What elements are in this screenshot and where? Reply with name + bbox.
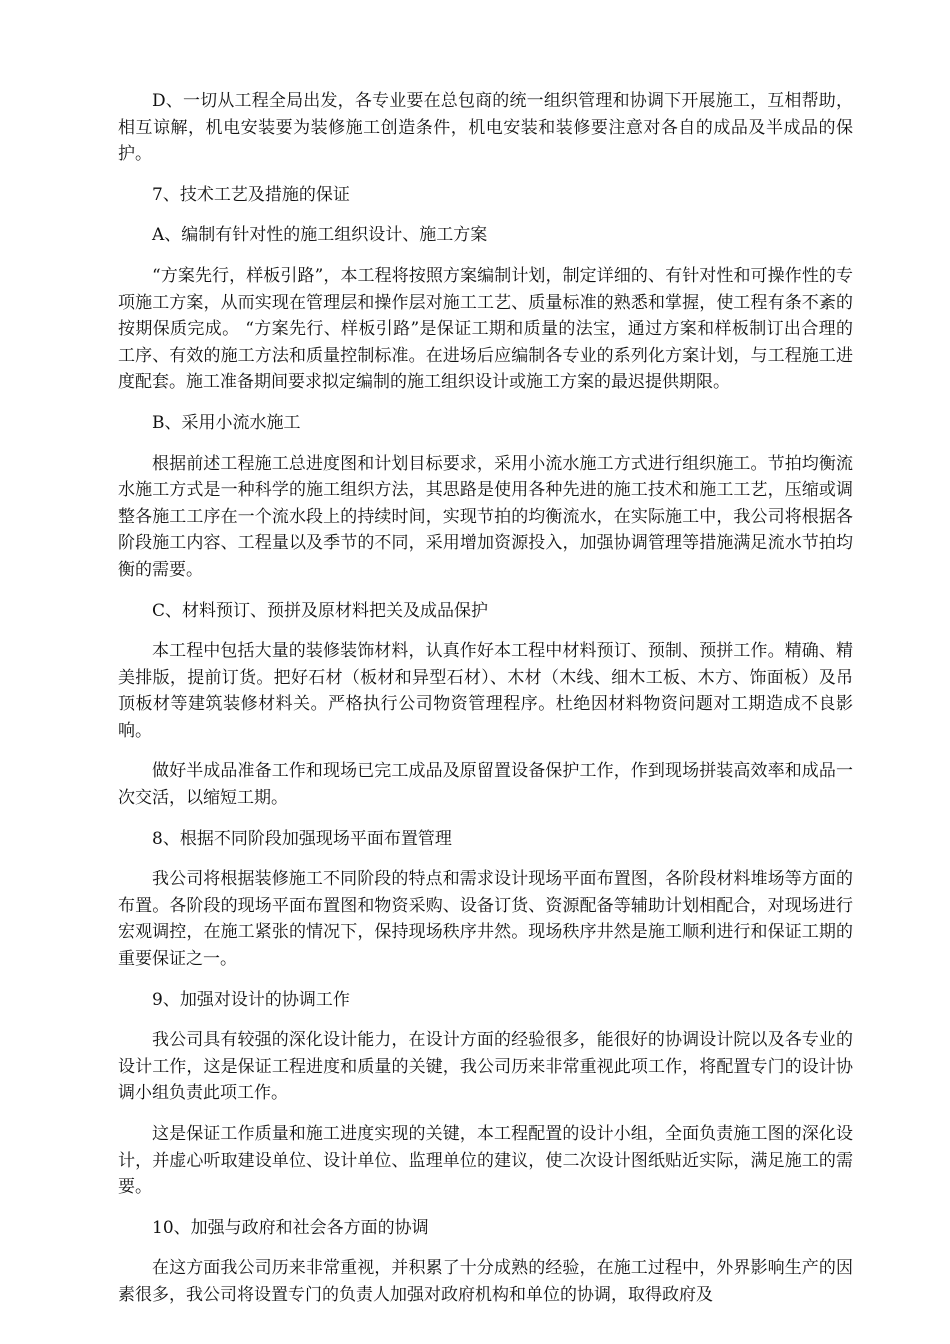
document-page [118,88,853,1323]
heading-8-site-layout: 8、根据不同阶段加强现场平面布置管理 [152,828,452,849]
heading-c-materials: C、材料预订、预拼及原材料把关及成品保护 [152,600,489,621]
paragraph-plan-first: “方案先行，样板引路”，本工程将按照方案编制计划，制定详细的、有针对性和可操作性的专项施工方案，从而实现在管理层和操作层对施工工艺、质量标准的熟悉和掌握，使工程有条不紊的按期保质完成。 “方案先行、样板引路”是保证工期和质量的法宝，通过方案和样板制订出合理的工序、有效的施工方法和质量控制标准。在进场后应编制各专业的系列化方案计划，与工程施工进度配套。施工准备期间要求拟定编制的施工组织设计或施工方案的最迟提供期限。 [118,265,853,393]
paragraph-finished-protection: 做好半成品准备工作和现场已完工成品及原留置设备保护工作，作到现场拼装高效率和成品一次交活，以缩短工期。 [118,761,853,809]
paragraph-government-coordination: 在这方面我公司历来非常重视，并积累了十分成熟的经验，在施工过程中，外界影响生产的因素很多，我公司将设置专门的负责人加强对政府机构和单位的协调，取得政府及 [118,1258,853,1305]
heading-7-technical-process: 7、技术工艺及措施的保证 [152,184,350,205]
paragraph-design-team: 这是保证工作质量和施工进度实现的关键，本工程配置的设计小组，全面负责施工图的深化设计，并虚心听取建设单位、设计单位、监理单位的建议，使二次设计图纸贴近实际，满足施工的需要。 [118,1124,853,1198]
paragraph-small-flow: 根据前述工程施工总进度图和计划目标要求，采用小流水施工方式进行组织施工。节拍均衡流水施工方式是一种科学的施工组织方法，其思路是使用各种先进的施工技术和施工工艺，压缩或调整各施工工序在一个流水段上的持续时间，实现节拍的均衡流水，在实际施工中，我公司将根据各阶段施工内容、工程量以及季节的不同，采用增加资源投入，加强协调管理等措施满足流水节拍均衡的需要。 [118,453,853,580]
heading-9-design-coordination: 9、加强对设计的协调工作 [152,989,350,1010]
heading-b-small-flow: B、采用小流水施工 [152,412,301,433]
paragraph-site-layout: 我公司将根据装修施工不同阶段的特点和需求设计现场平面布置图，各阶段材料堆场等方面的布置。各阶段的现场平面布置图和物资采购、设备订货、资源配备等辅助计划相配合，对现场进行宏观调控，在施工紧张的情况下，保持现场秩序井然。现场秩序井然是施工顺利进行和保证工期的重要保证之一。 [118,869,853,970]
paragraph-d-overall-coordination: D、一切从工程全局出发，各专业要在总包商的统一组织管理和协调下开展施工，互相帮助，相互谅解，机电安装要为装修施工创造条件，机电安装和装修要注意对各自的成品及半成品的保护。 [118,91,853,165]
heading-a-construction-plan: A、编制有针对性的施工组织设计、施工方案 [152,225,488,246]
paragraph-design-ability: 我公司具有较强的深化设计能力，在设计方面的经验很多，能很好的协调设计院以及各专业的设计工作，这是保证工程进度和质量的关键，我公司历来非常重视此项工作，将配置专门的设计协调小组负责此项工作。 [118,1030,853,1104]
heading-10-government-coordination: 10、加强与政府和社会各方面的协调 [152,1217,429,1238]
paragraph-materials: 本工程中包括大量的装修装饰材料，认真作好本工程中材料预订、预制、预拼工作。精确、精美排版，提前订货。把好石材（板材和异型石材）、木材（木线、细木工板、木方、饰面板）及吊顶板材等建筑装修材料关。严格执行公司物资管理程序。杜绝因材料物资问题对工期造成不良影响。 [118,641,853,741]
